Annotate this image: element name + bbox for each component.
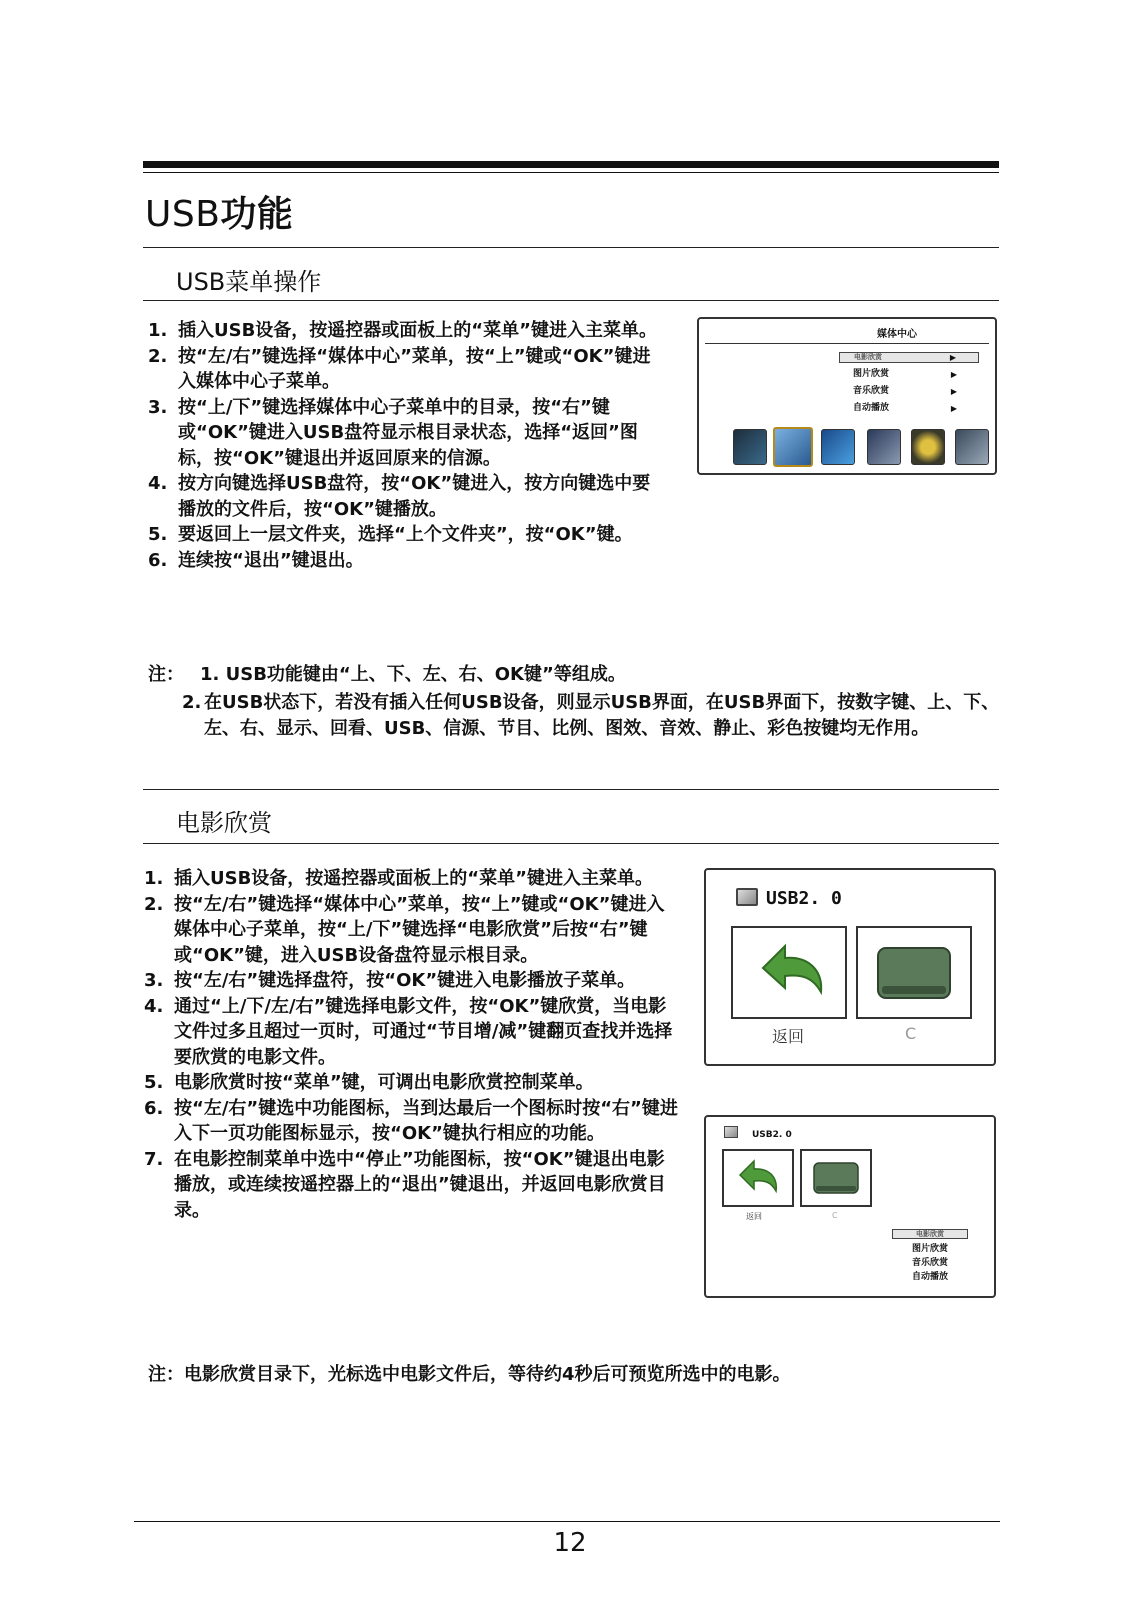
- list-item: 5. 电影欣赏时按“菜单”键，可调出电影欣赏控制菜单。: [144, 1072, 594, 1093]
- back-arrow-icon: [733, 928, 845, 1017]
- section2-title: 电影欣赏: [176, 809, 272, 837]
- back-tile-small[interactable]: [722, 1149, 794, 1207]
- page-number: 12: [553, 1528, 587, 1558]
- list-item: 7. 在电影控制菜单中选中“停止”功能图标，按“OK”键退出电影播放，或连续按遥控器上的“退出”键退出，并返回电影欣赏目录。: [144, 1148, 666, 1221]
- media-center-menu: [839, 352, 979, 417]
- media-center-screen: [697, 317, 997, 475]
- menu-item-photo[interactable]: 图片欣赏 ▶: [853, 369, 957, 379]
- hard-drive-icon: [858, 928, 970, 1017]
- header-rule: [143, 172, 999, 173]
- list-item: 1. 插入USB设备，按遥控器或面板上的“菜单”键进入主菜单。: [148, 320, 657, 341]
- usb-drive-icon: [724, 1126, 738, 1138]
- gear-icon[interactable]: [911, 429, 945, 465]
- menu-item-movie[interactable]: 电影欣赏: [892, 1229, 968, 1239]
- drive-tile[interactable]: [856, 926, 972, 1019]
- media-center-rule: [705, 343, 989, 344]
- list-item: 4. 通过“上/下/左/右”键选择电影文件，按“OK”键欣赏，当电影文件过多且超过一页时，可通过“节目增/减”键翻页查找并选择要欣赏的电影文件。: [144, 995, 673, 1068]
- tv-icon[interactable]: [733, 429, 767, 465]
- list-item: 5. 要返回上一层文件夹，选择“上个文件夹”，按“OK”键。: [148, 524, 633, 545]
- media-icon[interactable]: [773, 427, 813, 467]
- section1-title: USB菜单操作: [176, 268, 322, 296]
- search-icon[interactable]: [955, 429, 989, 465]
- monitor-icon[interactable]: [821, 429, 855, 465]
- drive-label: C: [905, 1024, 917, 1043]
- list-item: 2. 按“左/右”键选择“媒体中心”菜单，按“上”键或“OK”键进入媒体中心子菜单。: [148, 345, 651, 392]
- usb-header: USB2. 0: [736, 888, 842, 909]
- header-bar: [143, 161, 999, 168]
- section1-rule-top: [143, 247, 999, 248]
- section1-steps: [148, 318, 668, 573]
- list-item: 3. 按“上/下”键选择媒体中心子菜单中的目录，按“右”键或“OK”键进入USB盘符显示根目录状态，选择“返回”图标，按“OK”键退出并返回原来的信源。: [148, 396, 638, 469]
- section2-steps: [144, 866, 680, 1223]
- usb-root-screen: [704, 868, 996, 1066]
- list-item: 6. 连续按“退出”键退出。: [148, 549, 364, 571]
- media-center-title: 媒体中心: [877, 329, 917, 340]
- list-item: 3. 按“左/右”键选择盘符，按“OK”键进入电影播放子菜单。: [144, 970, 636, 991]
- list-item: 2. 按“左/右”键选择“媒体中心”菜单，按“上”键或“OK”键进入媒体中心子菜单，按“上/下”键选择“电影欣赏”后按“右”键或“OK”键，进入USB设备盘符显示根目录。: [144, 893, 665, 966]
- drive-label-small: C: [832, 1211, 838, 1220]
- menu-item-autoplay[interactable]: 自动播放: [911, 1272, 948, 1282]
- media-center-icon-bar: [733, 429, 989, 467]
- menu-item-autoplay[interactable]: 自动播放 ▶: [853, 403, 957, 413]
- section2-rule-top: [143, 789, 999, 790]
- back-arrow-icon: [724, 1151, 792, 1205]
- list-item: 1. 插入USB设备，按遥控器或面板上的“菜单”键进入主菜单。: [144, 868, 653, 889]
- section2-note: 注：电影欣赏目录下，光标选中电影文件后，等待约4秒后可预览所选中的电影。: [148, 1364, 791, 1385]
- usb-drive-icon: [736, 888, 758, 906]
- section1-rule-bottom: [143, 300, 999, 301]
- drive-tile-small[interactable]: [800, 1149, 872, 1207]
- list-item: 4. 按方向键选择USB盘符，按“OK”键进入，按方向键选中要播放的文件后，按“OK”键播放。: [148, 473, 651, 520]
- section1-note: 注： 1. USB功能键由“上、下、左、右、OK键”等组成。 2. 在USB状态下，若没有插入任何USB设备，则显示USB界面，在USB界面下，按数字键、上、下、左、右、显示、回看、USB、信源、节目、比例、图效、音效、静止、彩色按键均无作用。: [148, 664, 1000, 739]
- usb-control-screen: [704, 1115, 996, 1298]
- menu-item-movie[interactable]: 电影欣赏 ▶: [839, 352, 979, 363]
- menu-item-music[interactable]: 音乐欣赏: [911, 1258, 948, 1268]
- back-tile[interactable]: [731, 926, 847, 1019]
- palette-icon[interactable]: [867, 429, 901, 465]
- list-item: 6. 按“左/右”键选中功能图标，当到达最后一个图标时按“右”键进入下一页功能图标显示，按“OK”键执行相应的功能。: [144, 1097, 678, 1144]
- back-label-small: 返回: [746, 1212, 762, 1221]
- movie-control-menu: [892, 1229, 968, 1284]
- back-label: 返回: [772, 1027, 805, 1046]
- menu-item-music[interactable]: 音乐欣赏 ▶: [853, 386, 957, 396]
- footer-rule: [134, 1521, 1000, 1522]
- section2-rule-bottom: [143, 843, 999, 844]
- page-title: USB功能: [145, 194, 294, 235]
- hard-drive-icon: [802, 1151, 870, 1205]
- usb-header-small: USB2. 0: [724, 1126, 792, 1140]
- menu-item-photo[interactable]: 图片欣赏: [911, 1244, 948, 1254]
